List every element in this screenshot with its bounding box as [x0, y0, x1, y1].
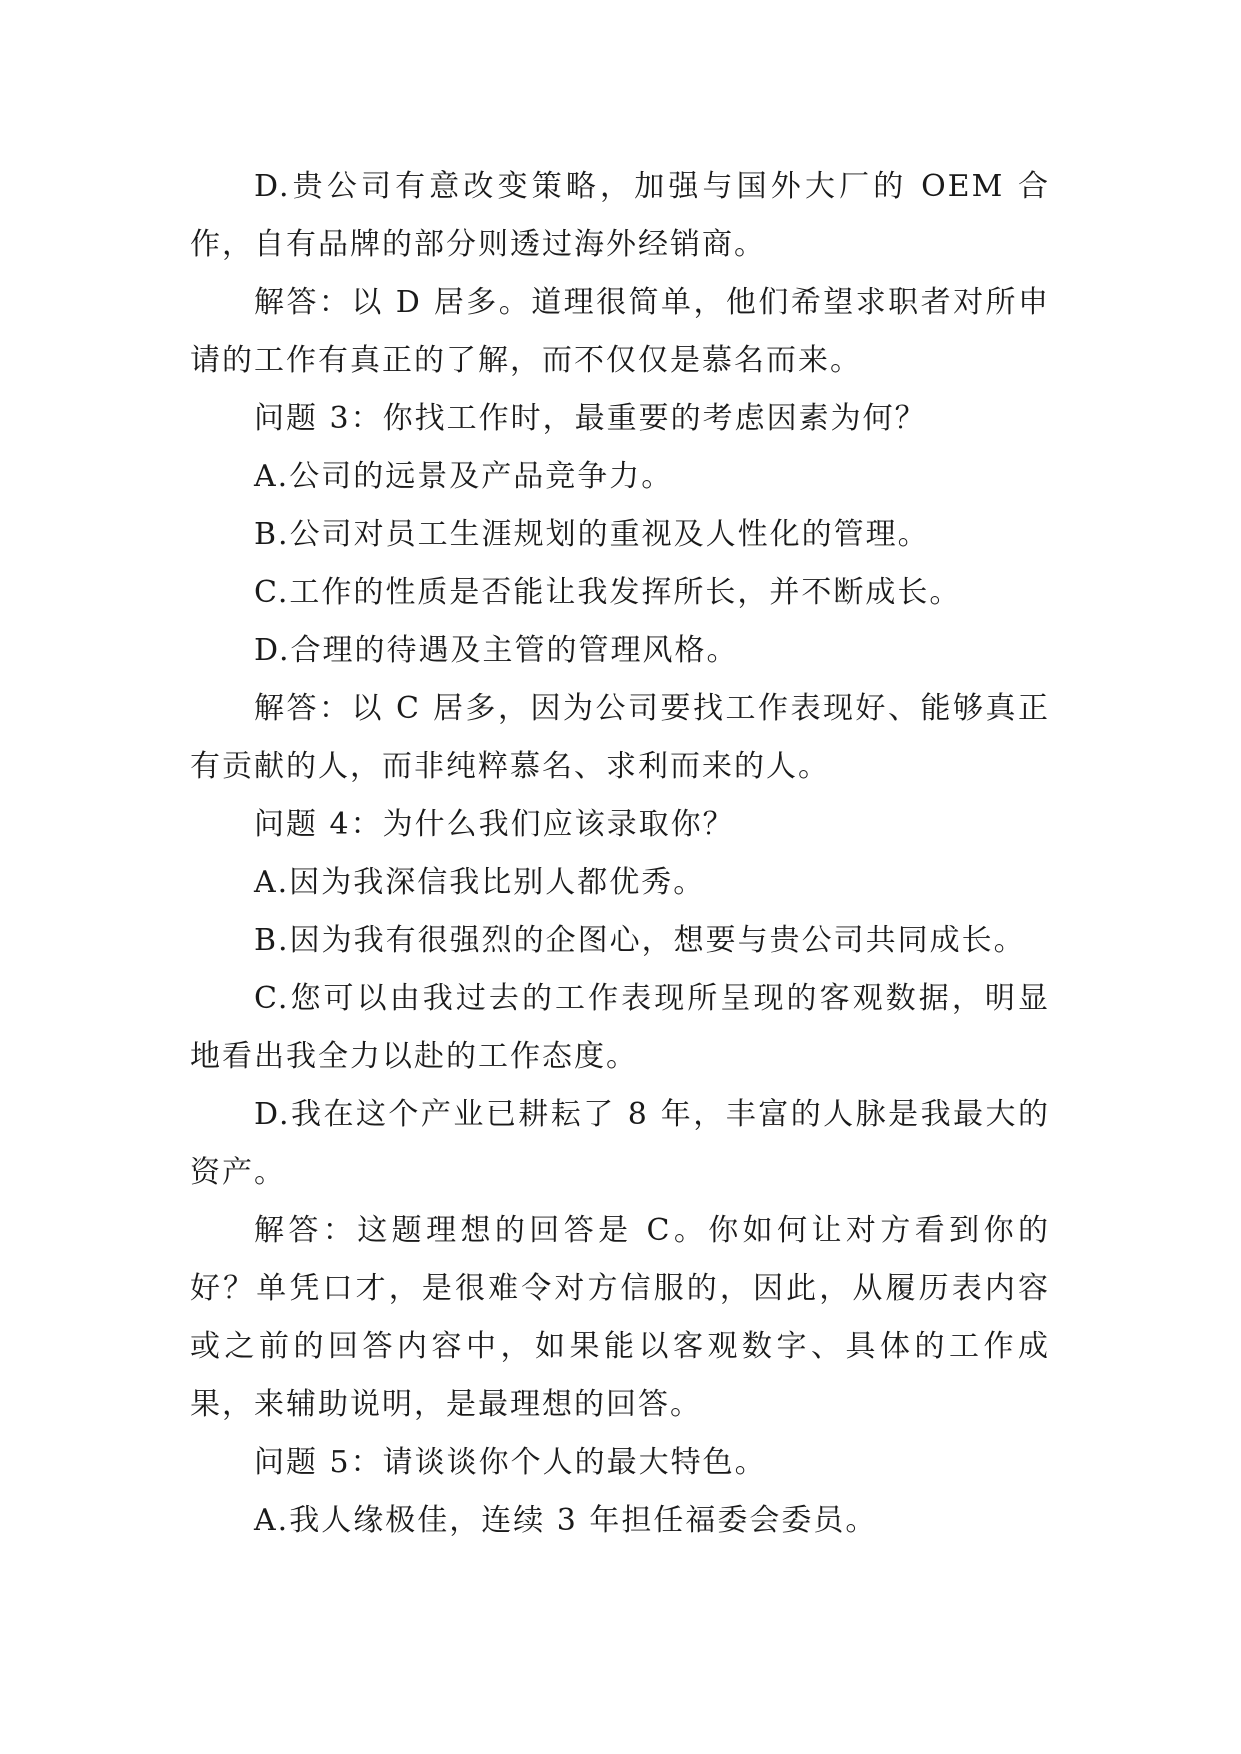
question-4: 问题 4：为什么我们应该录取你？: [254, 807, 735, 842]
document-body: [190, 158, 1050, 1550]
question-3-option-a: A.公司的远景及产品竞争力。: [254, 459, 674, 494]
question-4-option-d: D.我在这个产业已耕耘了 8 年，丰富的人脉是我最大的资产。: [190, 1097, 1050, 1190]
question-3-option-b: B.公司对员工生涯规划的重视及人性化的管理。: [254, 517, 930, 552]
option-d-strategy: D.贵公司有意改变策略，加强与国外大厂的 OEM 合作，自有品牌的部分则透过海外经销商。: [190, 169, 1050, 262]
answer-question-4: 解答：这题理想的回答是 C。你如何让对方看到你的好？单凭口才，是很难令对方信服的，因此，从履历表内容或之前的回答内容中，如果能以客观数字、具体的工作成果，来辅助说明，是最理想的回答。: [190, 1213, 1050, 1422]
answer-question-2: 解答：以 D 居多。道理很简单，他们希望求职者对所申请的工作有真正的了解，而不仅仅是慕名而来。: [190, 285, 1050, 378]
question-3-option-d: D.合理的待遇及主管的管理风格。: [254, 633, 739, 668]
question-4-option-c: C.您可以由我过去的工作表现所呈现的客观数据，明显地看出我全力以赴的工作态度。: [190, 981, 1050, 1074]
question-4-option-a: A.因为我深信我比别人都优秀。: [254, 865, 706, 900]
question-4-option-b: B.因为我有很强烈的企图心，想要与贵公司共同成长。: [254, 923, 1026, 958]
question-5-option-a: A.我人缘极佳，连续 3 年担任福委会委员。: [254, 1503, 878, 1538]
question-3-option-c: C.工作的性质是否能让我发挥所长，并不断成长。: [254, 575, 962, 610]
question-5: 问题 5：请谈谈你个人的最大特色。: [254, 1445, 767, 1480]
answer-question-3: 解答：以 C 居多，因为公司要找工作表现好、能够真正有贡献的人，而非纯粹慕名、求利而来的人。: [190, 691, 1050, 784]
question-3: 问题 3：你找工作时，最重要的考虑因素为何？: [254, 401, 927, 436]
